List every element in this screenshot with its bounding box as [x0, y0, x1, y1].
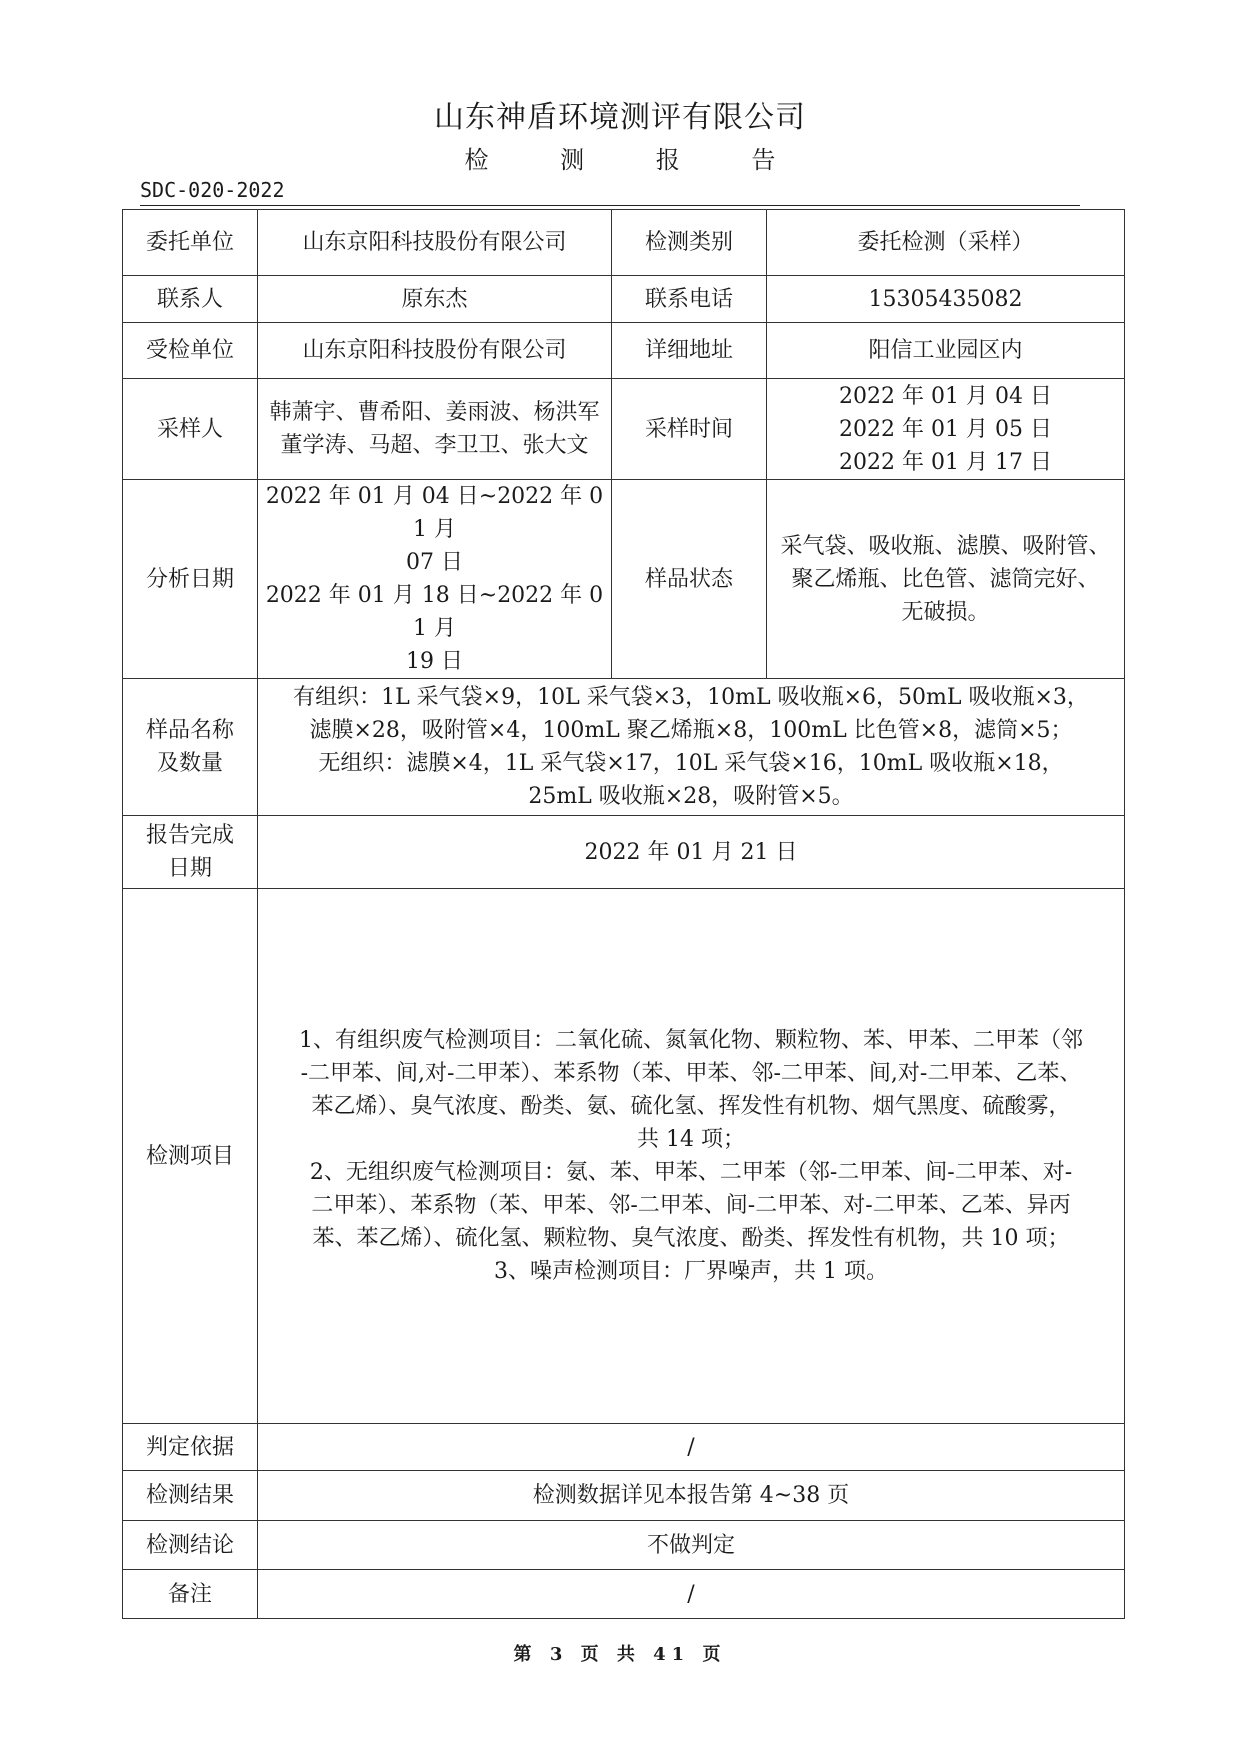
sampler-value [258, 379, 612, 480]
completion-label-line: 报告完成 [145, 823, 234, 848]
row-completion [123, 816, 1125, 889]
client-value: 山东京阳科技股份有限公司 [258, 210, 612, 276]
sampling-time-label: 采样时间 [612, 379, 767, 480]
sample-state-label: 样品状态 [612, 480, 767, 679]
result-label: 检测结果 [123, 1471, 258, 1521]
company-name: 山东神盾环境测评有限公司 [434, 100, 806, 135]
remarks-label: 备注 [123, 1570, 258, 1619]
analysis-date-value [258, 480, 612, 679]
analysis-date-line: 2022 年 01 月 04 日~2022 年 01 月 [265, 484, 604, 542]
address-value: 阳信工业园区内 [767, 323, 1125, 379]
phone-label: 联系电话 [612, 276, 767, 323]
test-item-line: 苯、苯乙烯）、硫化氢、颗粒物、臭气浓度、酚类、挥发性有机物，共 10 项； [312, 1226, 1070, 1251]
test-type-value: 委托检测（采样） [767, 210, 1125, 276]
report-info-table [122, 209, 1125, 1619]
completion-value: 2022 年 01 月 21 日 [258, 816, 1125, 889]
sample-name-line: 有组织：1L 采气袋×9，10L 采气袋×3，10mL 吸收瓶×6，50mL 吸收瓶×3， [293, 685, 1089, 710]
basis-value: / [258, 1424, 1125, 1471]
test-item-line: 1、有组织废气检测项目：二氧化硫、氮氧化物、颗粒物、苯、甲苯、二甲苯（邻 [299, 1028, 1083, 1053]
contact-value: 原东杰 [258, 276, 612, 323]
row-analysis [123, 480, 1125, 679]
document-number: SDC-020-2022 [140, 178, 285, 202]
sample-state-line: 无破损。 [901, 599, 990, 625]
analysis-date-label: 分析日期 [123, 480, 258, 679]
remarks-value: / [258, 1570, 1125, 1619]
row-conclusion [123, 1521, 1125, 1570]
row-contact [123, 276, 1125, 323]
test-items-value [258, 889, 1125, 1424]
test-item-line: 二甲苯）、苯系物（苯、甲苯、邻-二甲苯、间-二甲苯、对-二甲苯、乙苯、异丙 [311, 1193, 1071, 1218]
row-inspected [123, 323, 1125, 379]
test-item-line: 苯乙烯）、臭气浓度、酚类、氨、硫化氢、挥发性有机物、烟气黑度、硫酸雾， [311, 1094, 1071, 1119]
header-rule [140, 205, 1080, 206]
report-title: 检 测 报 告 [464, 146, 808, 174]
phone-value: 15305435082 [767, 276, 1125, 323]
sample-name-line: 25mL 吸收瓶×28，吸附管×5。 [528, 784, 854, 809]
conclusion-label: 检测结论 [123, 1521, 258, 1570]
sample-state-value [767, 480, 1125, 679]
row-sample-name [123, 679, 1125, 816]
row-basis [123, 1424, 1125, 1471]
sample-name-value [258, 679, 1125, 816]
sample-name-label [123, 679, 258, 816]
test-item-line: -二甲苯、间,对-二甲苯）、苯系物（苯、甲苯、邻-二甲苯、间,对-二甲苯、乙苯、 [300, 1061, 1082, 1086]
sampling-time-value [767, 379, 1125, 480]
test-items-label: 检测项目 [123, 889, 258, 1424]
conclusion-value: 不做判定 [258, 1521, 1125, 1570]
sample-name-label-line: 样品名称 [145, 718, 234, 743]
analysis-date-line: 2022 年 01 月 18 日~2022 年 01 月 [265, 583, 604, 641]
address-label: 详细地址 [612, 323, 767, 379]
row-sampler [123, 379, 1125, 480]
sampler-line: 董学涛、马超、李卫卫、张大文 [280, 433, 589, 458]
sample-state-line: 采气袋、吸收瓶、滤膜、吸附管、 [780, 533, 1111, 559]
sampler-line: 韩萧宇、曹希阳、姜雨波、杨洪军 [269, 400, 600, 425]
sample-name-line: 无组织：滤膜×4，1L 采气袋×17，10L 采气袋×16，10mL 吸收瓶×18， [318, 751, 1064, 776]
sample-name-label-line: 及数量 [156, 751, 223, 776]
test-item-line: 3、噪声检测项目：厂界噪声，共 1 项。 [494, 1259, 888, 1284]
inspected-label: 受检单位 [123, 323, 258, 379]
basis-label: 判定依据 [123, 1424, 258, 1471]
sample-name-line: 滤膜×28，吸附管×4，100mL 聚乙烯瓶×8，100mL 比色管×8，滤筒×5； [309, 718, 1073, 743]
sampling-date: 2022 年 01 月 04 日 [839, 383, 1052, 409]
row-result [123, 1471, 1125, 1521]
test-item-line: 共 14 项； [637, 1127, 745, 1152]
analysis-date-line: 07 日 [406, 550, 463, 575]
sampler-label: 采样人 [123, 379, 258, 480]
sampling-date: 2022 年 01 月 17 日 [839, 449, 1052, 475]
inspected-value: 山东京阳科技股份有限公司 [258, 323, 612, 379]
sampling-date: 2022 年 01 月 05 日 [839, 416, 1052, 442]
analysis-date-line: 19 日 [406, 649, 463, 674]
row-client [123, 210, 1125, 276]
contact-label: 联系人 [123, 276, 258, 323]
page-number: 第 3 页 共 41 页 [513, 1644, 727, 1665]
client-label: 委托单位 [123, 210, 258, 276]
test-item-line: 2、无组织废气检测项目：氨、苯、甲苯、二甲苯（邻-二甲苯、间-二甲苯、对- [309, 1160, 1073, 1185]
sample-state-line: 聚乙烯瓶、比色管、滤筒完好、 [791, 566, 1100, 592]
row-remarks [123, 1570, 1125, 1619]
result-value: 检测数据详见本报告第 4~38 页 [258, 1471, 1125, 1521]
test-type-label: 检测类别 [612, 210, 767, 276]
row-test-items [123, 889, 1125, 1424]
completion-label [123, 816, 258, 889]
completion-label-line: 日期 [167, 856, 212, 881]
